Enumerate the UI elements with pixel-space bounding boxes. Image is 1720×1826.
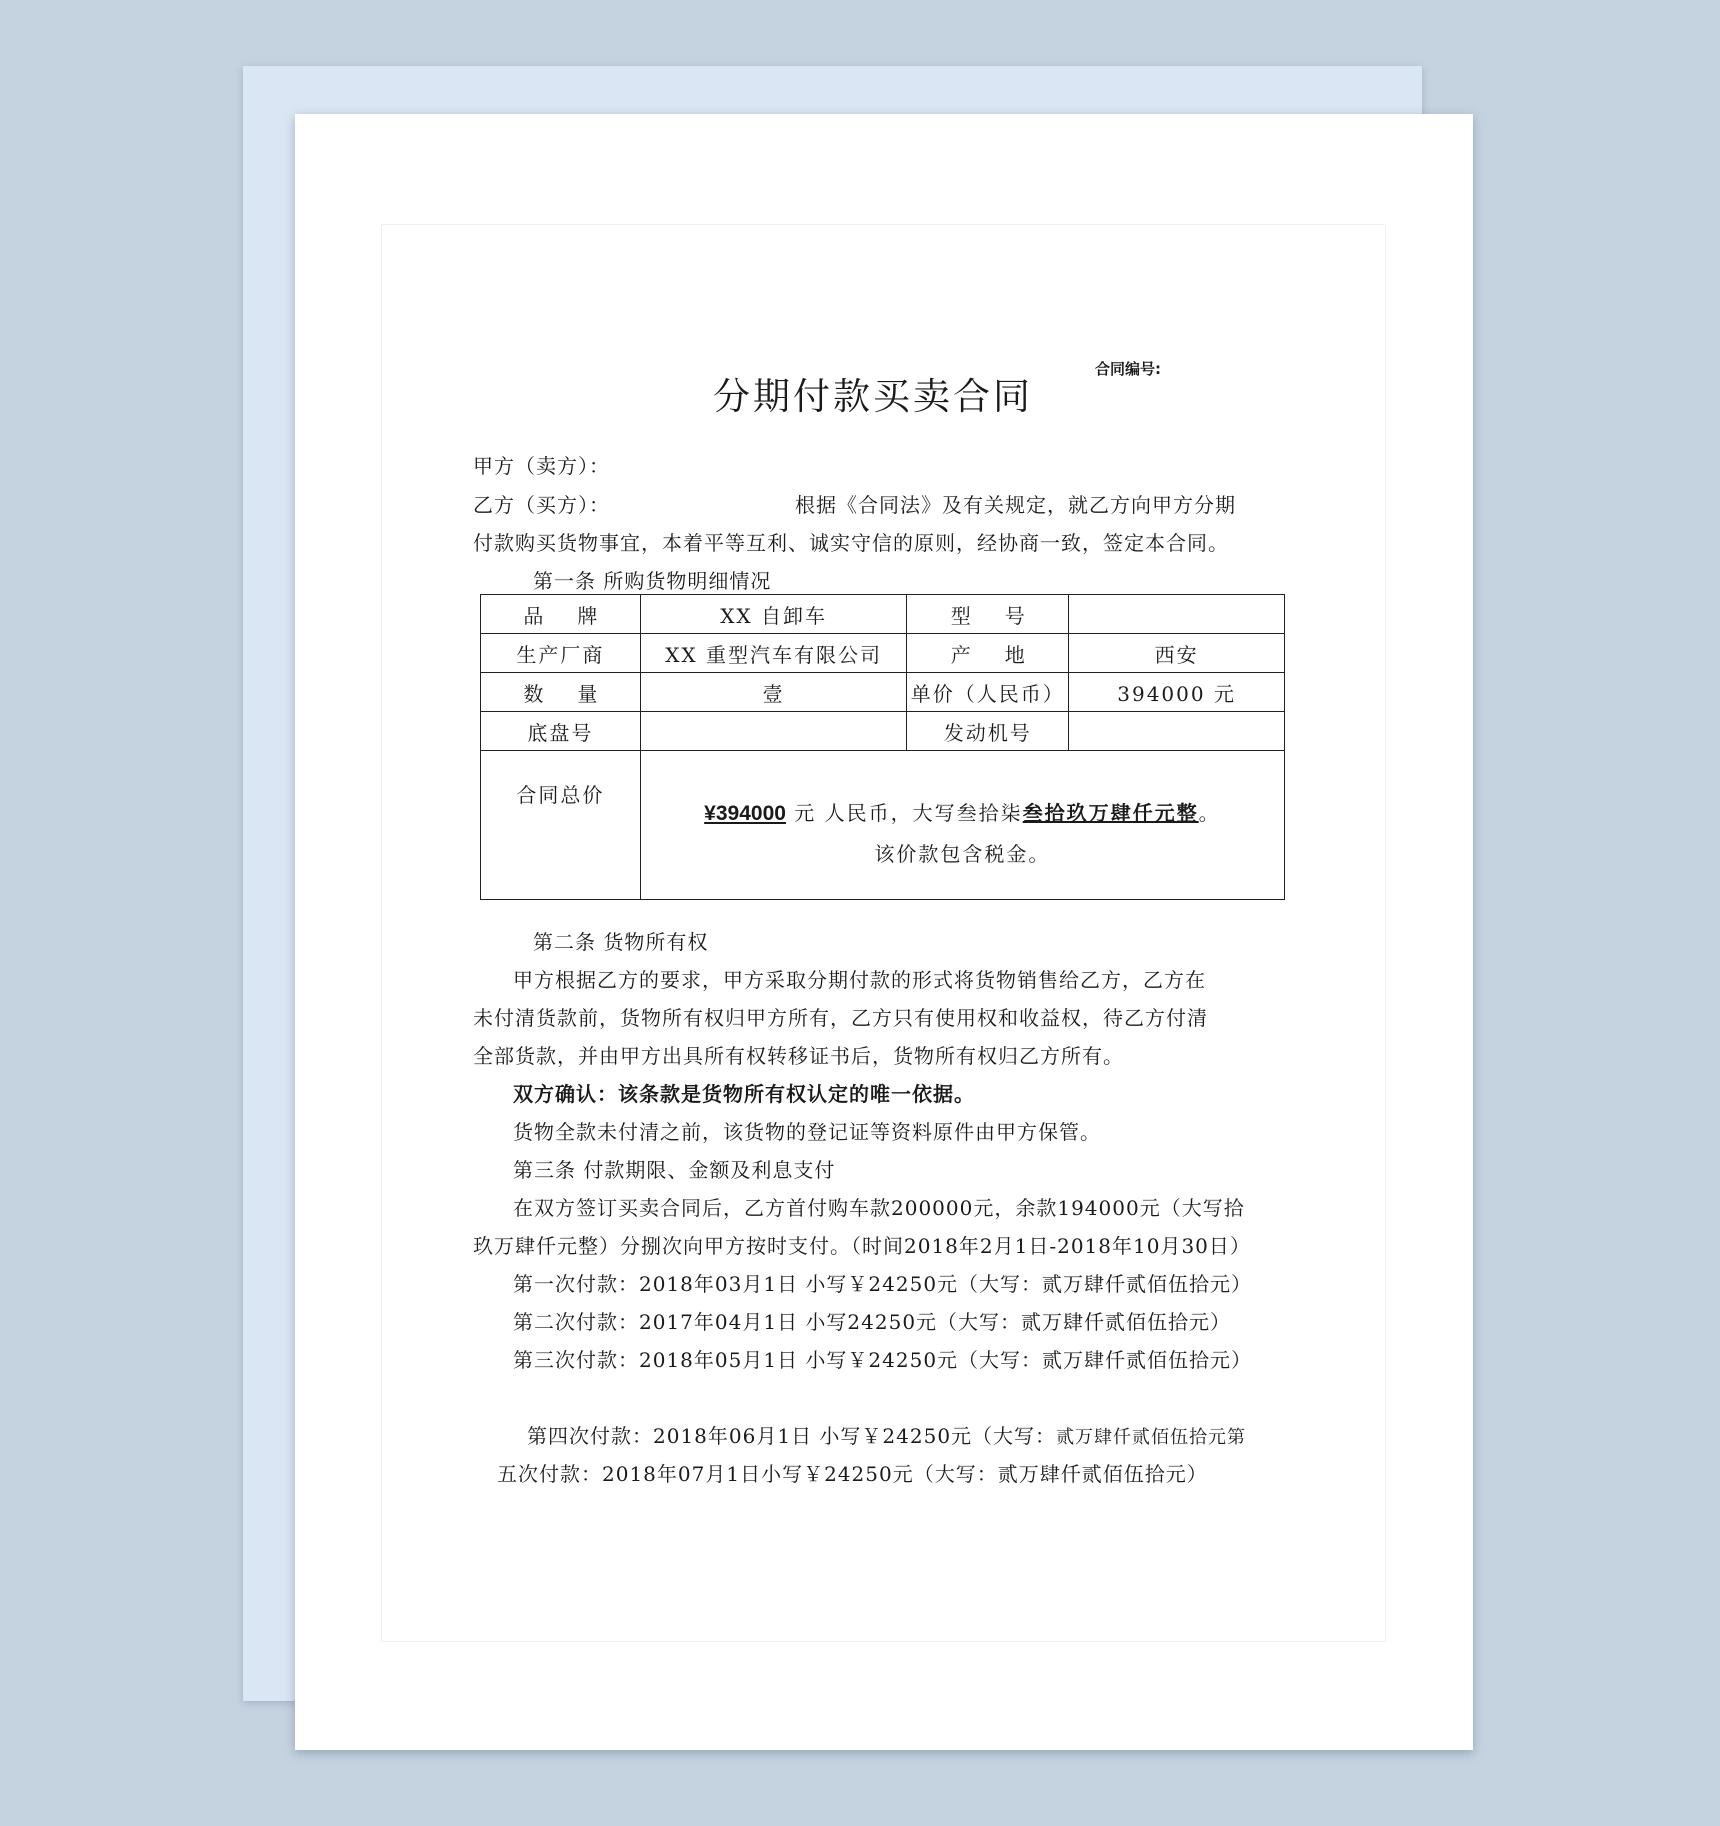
payment-1: 第一次付款：2018年03月1日 小写￥24250元（大写：贰万肆仟贰佰伍拾元）	[513, 1272, 1253, 1296]
table-row	[481, 712, 1285, 751]
article-1-heading: 第一条 所购货物明细情况	[533, 569, 772, 593]
article-2-confirmation: 双方确认：该条款是货物所有权认定的唯一依据。	[513, 1082, 975, 1106]
article-2-heading: 第二条 货物所有权	[533, 930, 709, 954]
party-a: 甲方（卖方）：	[473, 454, 610, 478]
intro-line-1: 根据《合同法》及有关规定，就乙方向甲方分期	[795, 493, 1236, 517]
payment-5: 五次付款：2018年07月1日小写￥24250元（大写：贰万肆仟贰佰伍拾元）	[497, 1462, 1208, 1486]
chassis-value	[640, 712, 907, 751]
article-2-para-1: 甲方根据乙方的要求，甲方采取分期付款的形式将货物销售给乙方，乙方在	[513, 968, 1206, 992]
total-amount-capital: 叁拾玖万肆仟元整	[1022, 801, 1199, 825]
article-2-para-3: 全部货款，并由甲方出具所有权转移证书后，货物所有权归乙方所有。	[473, 1044, 1124, 1068]
article-2-documents: 货物全款未付清之前，该货物的登记证等资料原件由甲方保管。	[513, 1120, 1101, 1144]
quantity-label: 数量	[481, 673, 641, 712]
intro-line-2: 付款购买货物事宜，本着平等互利、诚实守信的原则，经协商一致，签定本合同。	[473, 531, 1229, 555]
article-3-para-1: 在双方签订买卖合同后，乙方首付购车款200000元，余款194000元（大写拾	[513, 1196, 1245, 1220]
chassis-label: 底盘号	[481, 712, 641, 751]
article-3-heading: 第三条 付款期限、金额及利息支付	[513, 1158, 836, 1182]
total-amount: ¥394000	[704, 802, 786, 825]
tax-note: 该价款包含税金。	[874, 842, 1051, 866]
total-price-label: 合同总价	[481, 751, 641, 900]
contract-number-label: 合同编号:	[1095, 360, 1161, 378]
brand-value: XX 自卸车	[640, 595, 907, 634]
payment-3: 第三次付款：2018年05月1日 小写￥24250元（大写：贰万肆仟贰佰伍拾元）	[513, 1348, 1253, 1372]
engine-label: 发动机号	[907, 712, 1069, 751]
origin-value: 西安	[1069, 634, 1285, 673]
goods-table	[480, 594, 1285, 900]
model-value	[1069, 595, 1285, 634]
total-price-cell	[640, 751, 1284, 900]
table-row	[481, 634, 1285, 673]
brand-label: 品牌	[481, 595, 641, 634]
payment-4-main: 第四次付款：2018年06月1日 小写￥24250元（大写：	[527, 1424, 1057, 1448]
party-b: 乙方（买方）：	[473, 493, 610, 517]
origin-label: 产地	[907, 634, 1069, 673]
table-row	[481, 595, 1285, 634]
total-amount-words-prefix: 元 人民币，大写叁拾柒	[785, 801, 1023, 825]
article-2-para-2: 未付清货款前，货物所有权归甲方所有，乙方只有使用权和收益权，待乙方付清	[473, 1006, 1208, 1030]
quantity-value: 壹	[640, 673, 907, 712]
article-3-para-2: 玖万肆仟元整）分捌次向甲方按时支付。（时间2018年2月1日-2018年10月30日）	[473, 1234, 1251, 1258]
contract-page	[295, 114, 1473, 1750]
total-price-line	[641, 797, 1284, 826]
unit-price-label: 单价（人民币）	[907, 673, 1069, 712]
payment-4	[527, 1420, 1246, 1449]
table-row-total	[481, 751, 1285, 900]
maker-value: XX 重型汽车有限公司	[640, 634, 907, 673]
table-row	[481, 673, 1285, 712]
payment-2: 第二次付款：2017年04月1日 小写24250元（大写：贰万肆仟贰佰伍拾元）	[513, 1310, 1232, 1334]
total-end-mark: 。	[1198, 801, 1221, 825]
unit-price-value: 394000 元	[1069, 673, 1285, 712]
contract-title: 分期付款买卖合同	[713, 375, 1033, 418]
payment-4-tail: 贰万肆仟贰佰伍拾元第	[1056, 1427, 1247, 1448]
engine-value	[1069, 712, 1285, 751]
model-label: 型号	[907, 595, 1069, 634]
maker-label: 生产厂商	[481, 634, 641, 673]
